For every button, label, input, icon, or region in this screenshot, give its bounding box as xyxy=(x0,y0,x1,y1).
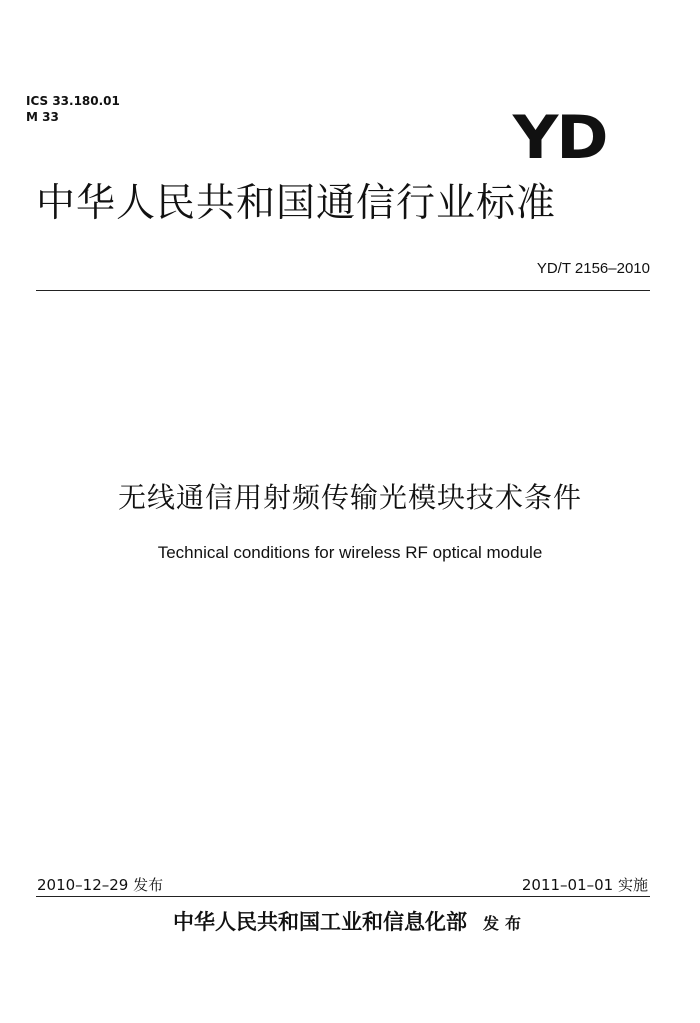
classification-codes xyxy=(26,93,120,125)
standard-number: YD/T 2156–2010 xyxy=(536,260,650,277)
yd-logo: YD xyxy=(512,103,607,173)
publisher xyxy=(0,906,700,936)
implementation-date: 2011–01–01 实施 xyxy=(521,876,648,894)
issue-date: 2010–12–29 发布 xyxy=(37,876,164,894)
document-title-en: Technical conditions for wireless RF optical module xyxy=(157,543,543,562)
bottom-divider xyxy=(36,896,650,897)
publisher-name: 中华人民共和国工业和信息化部 xyxy=(172,909,467,934)
org-title: 中华人民共和国通信行业标准 xyxy=(36,181,557,226)
document-title-cn: 无线通信用射频传输光模块技术条件 xyxy=(117,481,582,514)
publisher-label: 发布 xyxy=(482,914,527,933)
class-code: M 33 xyxy=(26,110,59,124)
top-divider xyxy=(36,290,650,291)
ics-code: ICS 33.180.01 xyxy=(26,94,120,108)
